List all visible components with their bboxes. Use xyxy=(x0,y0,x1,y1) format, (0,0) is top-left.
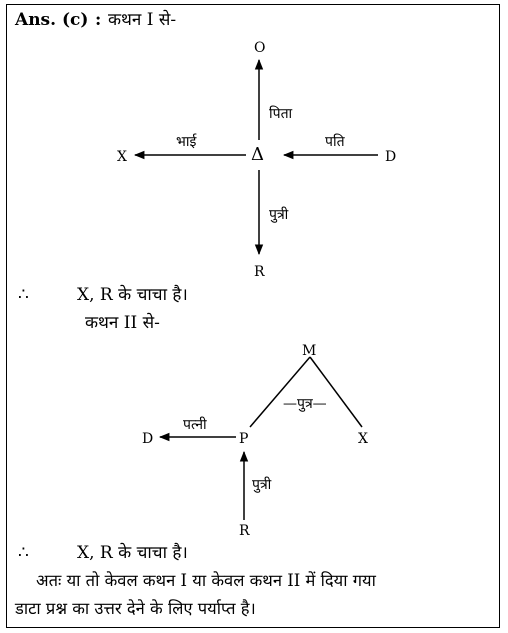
node-d-2: D xyxy=(142,431,154,447)
node-o: O xyxy=(254,40,266,56)
node-r-2: R xyxy=(239,523,250,539)
node-m: M xyxy=(302,343,317,359)
label-wife: पत्नी xyxy=(183,417,207,433)
node-p: P xyxy=(239,431,249,447)
answer-label: Ans. (c) xyxy=(15,10,89,30)
label-brother: भाई xyxy=(176,134,197,150)
final-line-1: अतः या तो केवल कथन I या केवल कथन II में दिया गया xyxy=(36,571,376,590)
therefore-symbol-2: ∴ xyxy=(18,543,29,563)
label-daughter: पुत्री xyxy=(269,207,289,223)
label-husband: पति xyxy=(325,134,345,150)
label-son: —पुत्र— xyxy=(283,396,327,412)
final-line-2: डाटा प्रश्न का उत्तर देने के लिए पर्याप्त है। xyxy=(15,599,256,618)
line-m-to-p xyxy=(250,357,310,427)
answer-colon: : xyxy=(95,10,102,30)
node-x: X xyxy=(117,149,127,165)
line-m-to-x xyxy=(310,357,362,427)
node-x-2: X xyxy=(358,431,368,447)
therefore-symbol-1: ∴ xyxy=(18,285,29,305)
conclusion-2: X, R के चाचा है। xyxy=(77,543,188,563)
node-r: R xyxy=(254,264,265,280)
conclusion-1: X, R के चाचा है। xyxy=(77,285,188,305)
node-d: D xyxy=(385,149,397,165)
label-father: पिता xyxy=(269,106,293,122)
statement-1-heading: कथन I से- xyxy=(108,10,177,30)
label-daughter-2: पुत्री xyxy=(252,477,272,493)
statement-2-heading: कथन II से- xyxy=(85,313,160,333)
node-center-delta: Δ xyxy=(251,144,264,165)
